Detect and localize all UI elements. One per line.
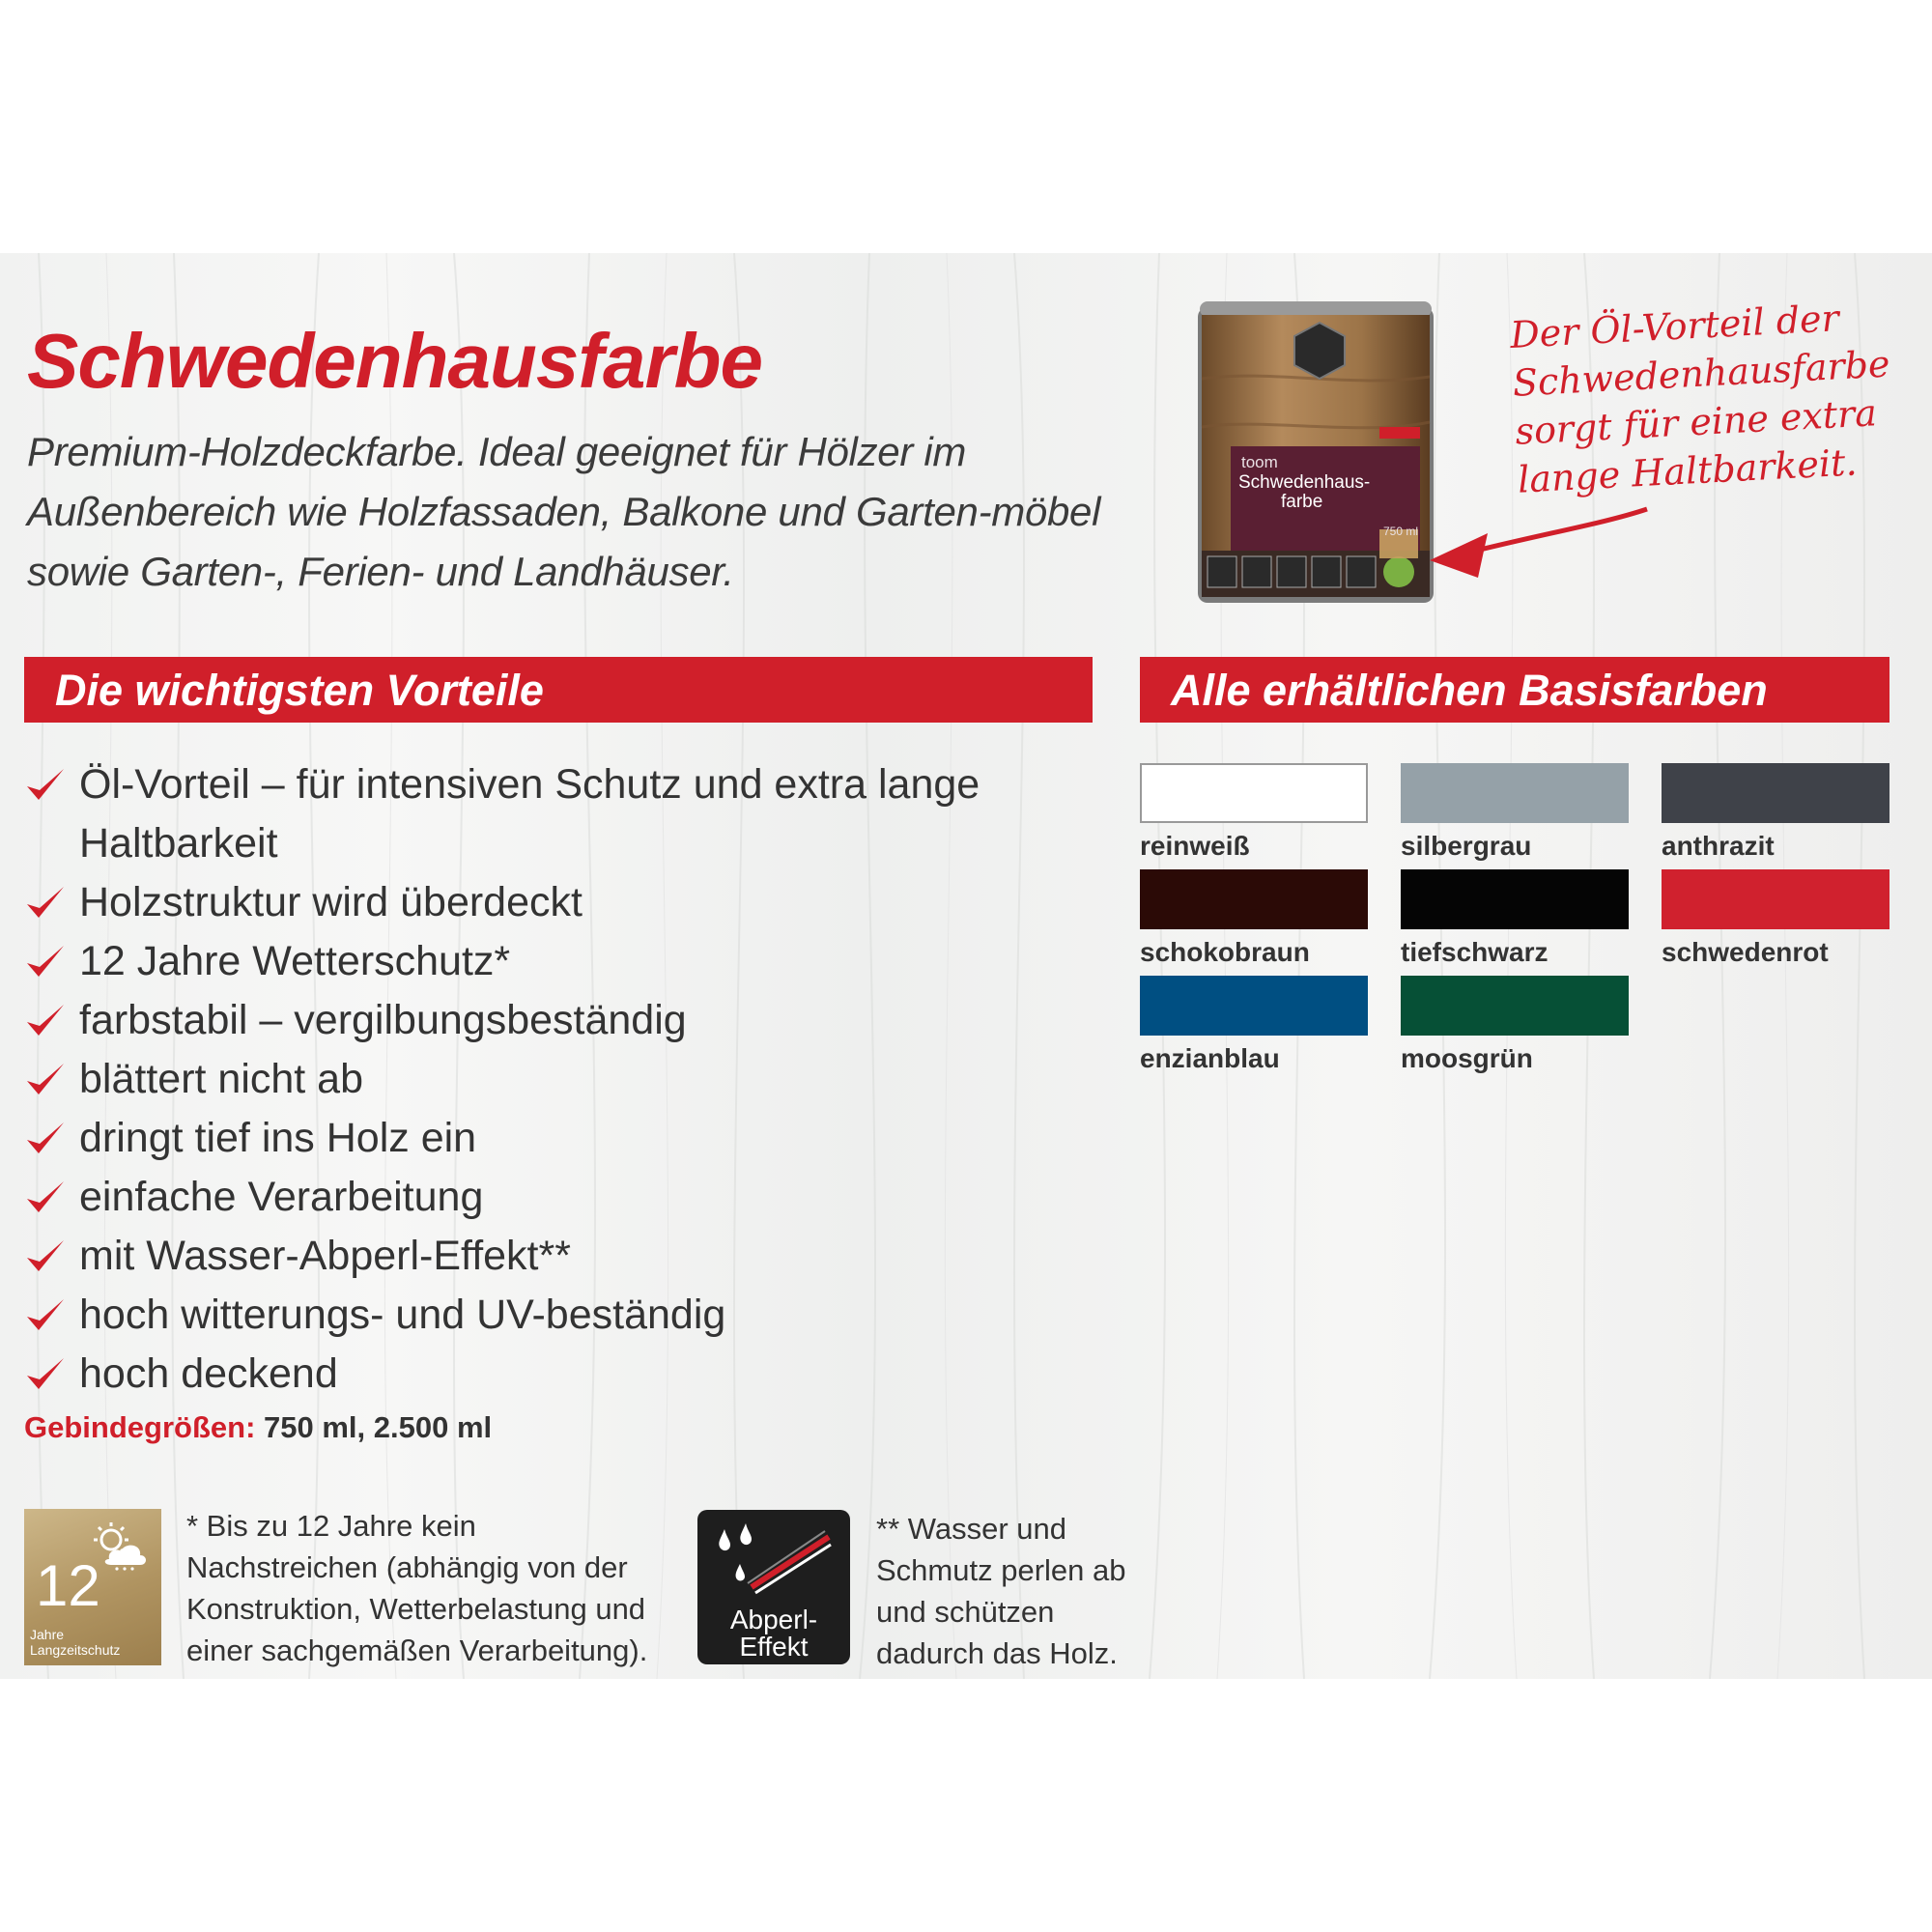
advantages-heading: Die wichtigsten Vorteile bbox=[24, 657, 1093, 723]
info-panel bbox=[0, 253, 1932, 1679]
badge-label: Langzeitschutz bbox=[30, 1642, 121, 1658]
callout-line: sorgt für eine extra bbox=[1514, 391, 1878, 453]
advantage-item bbox=[24, 1227, 1122, 1286]
checkmark-icon bbox=[24, 1119, 67, 1159]
weather-footnote bbox=[186, 1505, 647, 1671]
footnote-line: * Bis zu 12 Jahre kein bbox=[186, 1509, 476, 1543]
badge-label: Jahre bbox=[30, 1627, 65, 1642]
checkmark-icon bbox=[24, 1236, 67, 1277]
product-callout bbox=[1509, 292, 1896, 504]
abperl-effect-badge bbox=[697, 1510, 850, 1664]
advantage-item bbox=[24, 755, 1122, 873]
advantage-item bbox=[24, 1050, 1122, 1109]
advantage-item bbox=[24, 932, 1122, 991]
advantage-item bbox=[24, 873, 1122, 932]
checkmark-icon bbox=[24, 942, 67, 982]
checkmark-icon bbox=[24, 765, 67, 806]
advantage-item bbox=[24, 1109, 1122, 1168]
can-volume: 750 ml bbox=[1383, 525, 1419, 538]
advantage-text: dringt tief ins Holz ein bbox=[79, 1115, 477, 1161]
advantage-text: 12 Jahre Wetterschutz* bbox=[79, 938, 511, 984]
callout-line: Schwedenhausfarbe bbox=[1511, 342, 1891, 405]
color-label: schwedenrot bbox=[1662, 937, 1829, 967]
color-swatch-schwedenrot bbox=[1662, 869, 1889, 929]
footnote-line: dadurch das Holz. bbox=[876, 1636, 1118, 1670]
advantage-text: hoch witterungs- und UV-beständig bbox=[79, 1292, 726, 1338]
color-swatch-enzianblau bbox=[1140, 976, 1368, 1036]
color-label: silbergrau bbox=[1401, 831, 1532, 861]
advantage-item bbox=[24, 1345, 1122, 1404]
footnote-line: und schützen bbox=[876, 1595, 1055, 1629]
product-can-image bbox=[1196, 301, 1437, 611]
advantage-text: farbstabil – vergilbungsbeständig bbox=[79, 997, 687, 1043]
footnote-line: Konstruktion, Wetterbelastung und bbox=[186, 1592, 646, 1626]
can-brand: toom bbox=[1241, 453, 1278, 471]
badge-label: Effekt bbox=[739, 1632, 809, 1662]
checkmark-icon bbox=[24, 1354, 67, 1395]
checkmark-icon bbox=[24, 1060, 67, 1100]
sizes-value: 750 ml, 2.500 ml bbox=[264, 1410, 493, 1444]
callout-line: Der Öl-Vorteil der bbox=[1509, 297, 1840, 356]
footnote-line: Nachstreichen (abhängig von der bbox=[186, 1550, 628, 1584]
water-footnote bbox=[876, 1508, 1125, 1674]
advantage-text: mit Wasser-Abperl-Effekt** bbox=[79, 1233, 571, 1279]
callout-arrow-icon bbox=[1410, 495, 1652, 611]
callout-line: lange Haltbarkeit. bbox=[1517, 440, 1859, 501]
color-label: anthrazit bbox=[1662, 831, 1775, 861]
footnote-line: ** Wasser und bbox=[876, 1512, 1066, 1546]
color-swatch-silbergrau bbox=[1401, 763, 1629, 823]
advantages-list bbox=[24, 755, 1122, 1404]
badge-label: Abperl- bbox=[729, 1605, 818, 1634]
color-swatch-anthrazit bbox=[1662, 763, 1889, 823]
color-label: moosgrün bbox=[1401, 1043, 1533, 1073]
advantage-item bbox=[24, 1168, 1122, 1227]
advantage-text: hoch deckend bbox=[79, 1350, 338, 1397]
color-swatch-moosgruen bbox=[1401, 976, 1629, 1036]
advantage-item bbox=[24, 1286, 1122, 1345]
colors-heading: Alle erhältlichen Basisfarben bbox=[1140, 657, 1889, 723]
longterm-protection-badge bbox=[24, 1509, 161, 1665]
sizes-label: Gebindegrößen: bbox=[24, 1410, 256, 1444]
advantage-item bbox=[24, 991, 1122, 1050]
advantage-text: blättert nicht ab bbox=[79, 1056, 364, 1102]
color-swatch-tiefschwarz bbox=[1401, 869, 1629, 929]
page-title: Schwedenhausfarbe bbox=[27, 318, 763, 404]
can-title-2: farbe bbox=[1281, 492, 1323, 512]
color-swatch-schokobraun bbox=[1140, 869, 1368, 929]
can-title: Schwedenhaus- bbox=[1238, 472, 1371, 493]
color-label: reinweiß bbox=[1140, 831, 1250, 861]
advantage-text: Öl-Vorteil – für intensiven Schutz und extra lange Haltbarkeit bbox=[79, 761, 980, 867]
checkmark-icon bbox=[24, 1178, 67, 1218]
color-label: enzianblau bbox=[1140, 1043, 1280, 1073]
checkmark-icon bbox=[24, 1001, 67, 1041]
advantage-text: einfache Verarbeitung bbox=[79, 1174, 484, 1220]
checkmark-icon bbox=[24, 883, 67, 923]
advantage-text: Holzstruktur wird überdeckt bbox=[79, 879, 582, 925]
badge-number: 12 bbox=[36, 1553, 100, 1618]
footnote-line: einer sachgemäßen Verarbeitung). bbox=[186, 1634, 648, 1667]
footnote-line: Schmutz perlen ab bbox=[876, 1553, 1126, 1587]
container-sizes bbox=[24, 1412, 492, 1442]
checkmark-icon bbox=[24, 1295, 67, 1336]
intro-text: Premium-Holzdeckfarbe. Ideal geeignet für Hölzer im Außenbereich wie Holzfassaden, Balkone und Garten-möbel sowie Garten-, Ferien- und Landhäuser. bbox=[27, 429, 1101, 594]
color-label: schokobraun bbox=[1140, 937, 1310, 967]
water-drops-brush-icon bbox=[713, 1520, 835, 1597]
color-label: tiefschwarz bbox=[1401, 937, 1548, 967]
color-swatch-reinweiss bbox=[1140, 763, 1368, 823]
